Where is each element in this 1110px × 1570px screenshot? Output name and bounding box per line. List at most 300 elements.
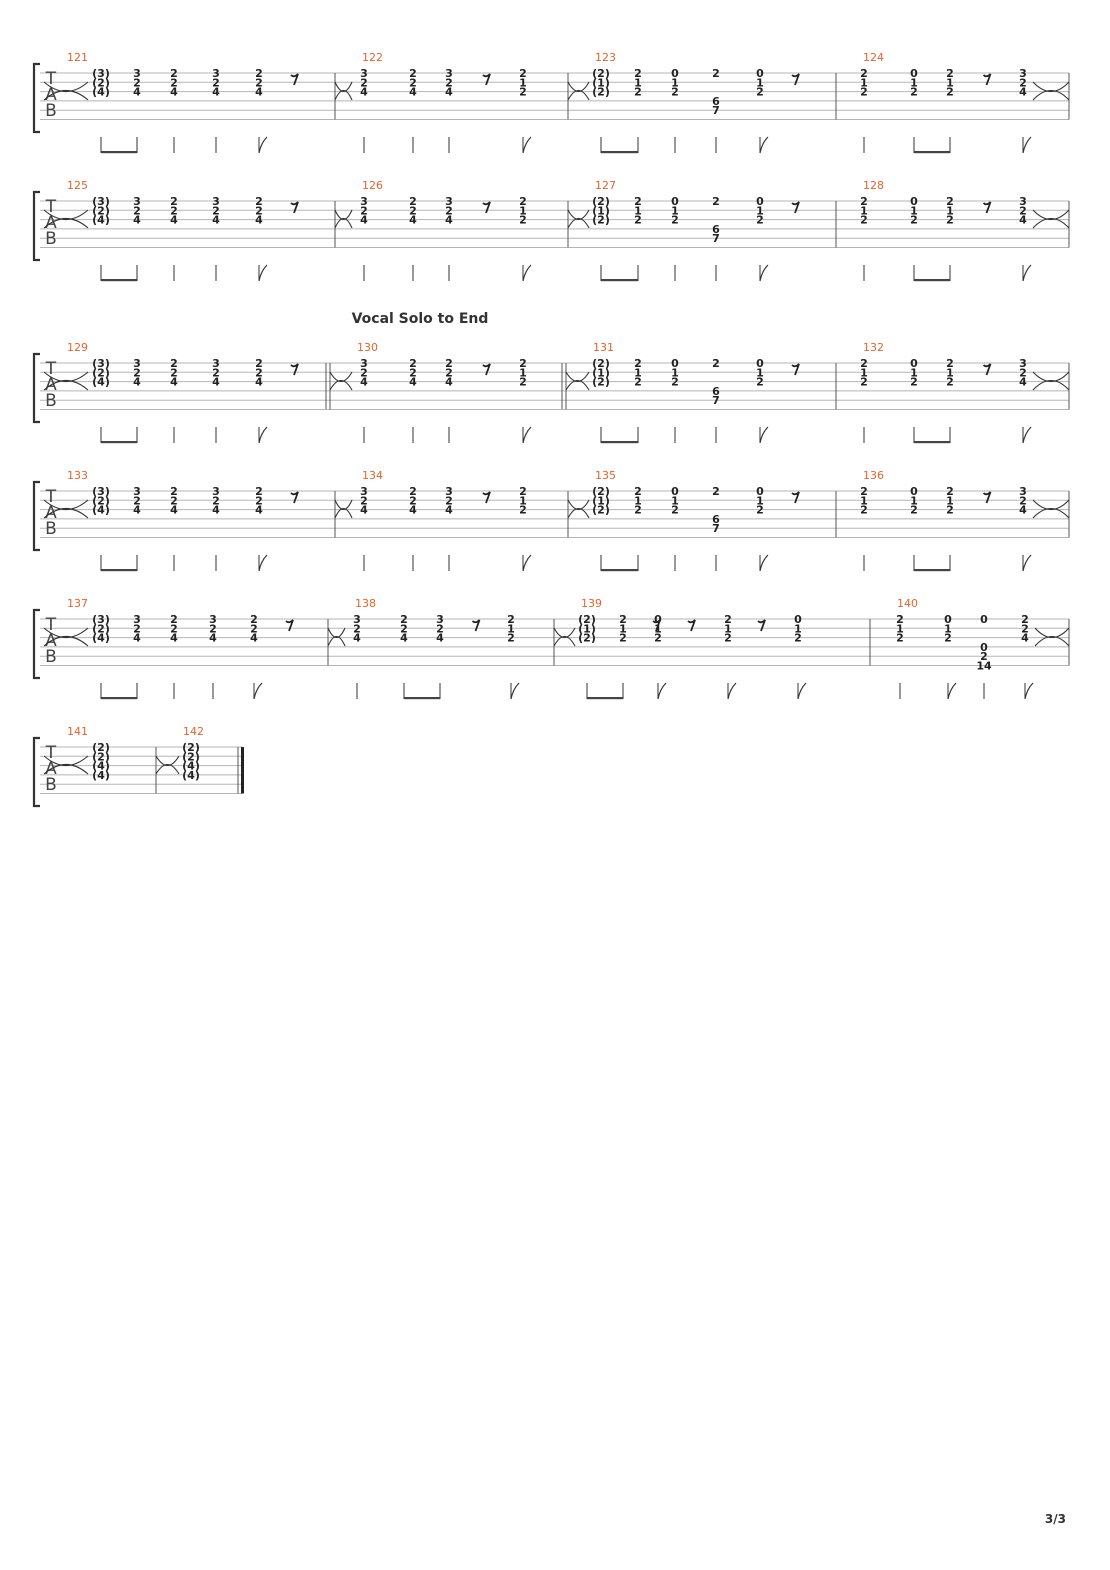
- measure-number: 123: [595, 51, 616, 64]
- fret-number: 1: [860, 366, 868, 380]
- measure-number: 142: [183, 725, 204, 738]
- fret-number: 2: [445, 494, 453, 508]
- fret-number: 4: [170, 503, 178, 517]
- tab-page: [34, 51, 1069, 1526]
- note-flag: [259, 555, 267, 571]
- measure: [566, 341, 799, 443]
- fret-number: 2: [250, 613, 258, 626]
- fret-number: 2: [133, 366, 141, 380]
- note-column: [182, 741, 200, 782]
- fret-number: 0: [756, 485, 764, 498]
- fret-number: 2: [671, 213, 679, 227]
- tab-clef-letter: T: [45, 197, 57, 217]
- measure: [330, 341, 531, 443]
- fret-number: 4: [255, 503, 263, 517]
- eighth-rest: [291, 202, 298, 213]
- tab-clef-letter: A: [45, 631, 57, 651]
- fret-number: 2: [1021, 613, 1029, 626]
- fret-number: 4: [212, 213, 220, 227]
- measure: [44, 179, 298, 281]
- fret-number: 2: [634, 85, 642, 99]
- tab-clef-letter: A: [45, 759, 57, 779]
- fret-number: 2: [860, 503, 868, 517]
- measure-number: 124: [863, 51, 884, 64]
- fret-number: 1: [519, 494, 527, 508]
- tab-clef-letter: B: [45, 519, 57, 539]
- fret-number: 4: [445, 213, 453, 227]
- fret-number: 0: [910, 357, 918, 370]
- beam: [601, 441, 638, 443]
- eighth-rest: [688, 620, 695, 631]
- fret-number: 2: [519, 503, 527, 517]
- fret-number: 2: [860, 67, 868, 80]
- fret-number: (3): [92, 67, 110, 80]
- measure-number: 122: [362, 51, 383, 64]
- fret-number: (2): [92, 741, 110, 754]
- tab-system: [34, 597, 1069, 699]
- fret-number: 4: [209, 631, 217, 645]
- fret-number: 2: [255, 357, 263, 370]
- fret-number: (2): [182, 750, 200, 764]
- fret-number: (1): [592, 76, 610, 90]
- fret-number: 2: [1021, 622, 1029, 636]
- beam: [914, 569, 950, 571]
- fret-number: 2: [436, 622, 444, 636]
- fret-number: 2: [353, 622, 361, 636]
- fret-number: 2: [756, 375, 764, 389]
- fret-number: 2: [946, 503, 954, 517]
- system-bracket: [34, 64, 40, 132]
- fret-number: (4): [92, 631, 110, 645]
- fret-number: 2: [671, 503, 679, 517]
- tab-clef-letter: T: [45, 487, 57, 507]
- fret-number: 0: [794, 613, 802, 626]
- eighth-rest: [483, 202, 490, 213]
- fret-number: 3: [133, 485, 141, 498]
- measure-number: 133: [67, 469, 88, 482]
- fret-number: 3: [445, 195, 453, 208]
- tab-clef-letter: B: [45, 101, 57, 121]
- measure: [44, 597, 293, 699]
- note-flag: [1023, 265, 1031, 281]
- measure-number: 137: [67, 597, 88, 610]
- fret-number: 3: [360, 67, 368, 80]
- fret-number: (2): [578, 631, 596, 645]
- eighth-rest: [291, 74, 298, 85]
- note-flag: [760, 427, 768, 443]
- measure-number: 128: [863, 179, 884, 192]
- fret-number: 2: [712, 67, 720, 80]
- beam: [914, 151, 950, 153]
- fret-number: 3: [1019, 195, 1027, 208]
- fret-number: 2: [409, 485, 417, 498]
- fret-number: 2: [860, 357, 868, 370]
- fret-number: 0: [980, 613, 988, 626]
- measure-number: 136: [863, 469, 884, 482]
- fret-number: 4: [170, 85, 178, 99]
- fret-number: 2: [212, 204, 220, 218]
- fret-number: 2: [712, 357, 720, 370]
- fret-number: 2: [255, 195, 263, 208]
- fret-number: 0: [654, 613, 662, 626]
- fret-number: 1: [634, 204, 642, 218]
- measure: [156, 725, 204, 782]
- fret-number: 4: [360, 503, 368, 517]
- tab-clef-letter: T: [45, 69, 57, 89]
- fret-number: 2: [756, 213, 764, 227]
- fret-number: (1): [578, 622, 596, 636]
- fret-number: 1: [756, 494, 764, 508]
- fret-number: 4: [409, 503, 417, 517]
- fret-number: (2): [592, 375, 610, 389]
- fret-number: 2: [671, 85, 679, 99]
- fret-number: (4): [92, 213, 110, 227]
- measure-number: 131: [593, 341, 614, 354]
- fret-number: 2: [409, 366, 417, 380]
- note-column: [712, 67, 720, 153]
- fret-number: (2): [592, 67, 610, 80]
- measure: [568, 51, 799, 153]
- eighth-rest: [984, 74, 991, 85]
- eighth-rest: [792, 364, 799, 375]
- beam: [601, 279, 638, 281]
- fret-number: 4: [133, 85, 141, 99]
- fret-number: 6: [712, 384, 720, 398]
- fret-number: 2: [519, 195, 527, 208]
- measure: [328, 597, 519, 699]
- measure: [335, 469, 531, 571]
- fret-number: 7: [712, 232, 720, 246]
- fret-number: 2: [946, 67, 954, 80]
- fret-number: 6: [712, 222, 720, 236]
- measure-number: 141: [67, 725, 88, 738]
- fret-number: 2: [170, 613, 178, 626]
- fret-number: 2: [170, 357, 178, 370]
- fret-number: 2: [255, 485, 263, 498]
- fret-number: 2: [170, 622, 178, 636]
- fret-number: 6: [712, 512, 720, 526]
- fret-number: (4): [92, 375, 110, 389]
- fret-number: 1: [860, 494, 868, 508]
- tab-clef-letter: A: [45, 503, 57, 523]
- fret-number: 2: [946, 213, 954, 227]
- fret-number: 2: [634, 503, 642, 517]
- fret-number: 2: [519, 357, 527, 370]
- fret-number: (2): [92, 366, 110, 380]
- fret-number: 4: [1021, 631, 1029, 645]
- fret-number: (2): [92, 750, 110, 764]
- fret-number: 3: [445, 67, 453, 80]
- fret-number: (2): [92, 622, 110, 636]
- fret-number: 2: [1019, 76, 1027, 90]
- fret-number: 2: [170, 76, 178, 90]
- fret-number: 2: [519, 67, 527, 80]
- fret-number: 0: [671, 357, 679, 370]
- fret-number: (2): [592, 357, 610, 370]
- fret-number: 2: [1019, 204, 1027, 218]
- fret-number: 2: [860, 213, 868, 227]
- final-barline-thick: [241, 747, 244, 794]
- fret-number: 3: [133, 195, 141, 208]
- fret-number: 2: [860, 195, 868, 208]
- fret-number: 2: [712, 195, 720, 208]
- measure: [335, 179, 531, 281]
- fret-number: 2: [409, 357, 417, 370]
- fret-number: 1: [519, 76, 527, 90]
- fret-number: 2: [170, 67, 178, 80]
- fret-number: 3: [212, 485, 220, 498]
- tab-clef-letter: A: [45, 213, 57, 233]
- note-column: [712, 195, 720, 281]
- system-bracket: [34, 192, 40, 260]
- fret-number: 0: [910, 485, 918, 498]
- fret-number: 2: [860, 485, 868, 498]
- fret-number: 2: [910, 85, 918, 99]
- fret-number: 1: [634, 76, 642, 90]
- fret-number: 2: [1019, 494, 1027, 508]
- tab-system: [34, 469, 1069, 571]
- measure: [860, 179, 1069, 281]
- fret-number: 1: [671, 366, 679, 380]
- tab-system: [34, 725, 244, 806]
- fret-number: 2: [250, 622, 258, 636]
- beam: [101, 441, 137, 443]
- fret-number: 0: [944, 613, 952, 626]
- fret-number: 7: [712, 522, 720, 536]
- fret-number: 0: [756, 195, 764, 208]
- fret-number: 2: [944, 631, 952, 645]
- fret-number: 3: [209, 613, 217, 626]
- eighth-rest: [483, 364, 490, 375]
- fret-number: 0: [910, 195, 918, 208]
- tab-clef-letter: B: [45, 391, 57, 411]
- fret-number: 4: [212, 85, 220, 99]
- fret-number: 4: [255, 85, 263, 99]
- eighth-rest: [792, 74, 799, 85]
- fret-number: (2): [592, 503, 610, 517]
- eighth-rest: [984, 202, 991, 213]
- fret-number: 2: [946, 485, 954, 498]
- fret-number: 4: [133, 213, 141, 227]
- fret-number: 4: [445, 375, 453, 389]
- beam: [587, 697, 623, 699]
- note-flag: [1025, 683, 1033, 699]
- fret-number: (3): [92, 195, 110, 208]
- fret-number: 2: [980, 650, 988, 664]
- measure: [860, 51, 1069, 153]
- note-flag: [760, 555, 768, 571]
- fret-number: 2: [255, 67, 263, 80]
- fret-number: 6: [712, 94, 720, 108]
- fret-number: (2): [592, 485, 610, 498]
- note-flag: [259, 137, 267, 153]
- fret-number: 2: [212, 76, 220, 90]
- note-column: [712, 485, 720, 571]
- measure-number: 139: [581, 597, 602, 610]
- fret-number: 2: [519, 485, 527, 498]
- note-flag: [523, 265, 531, 281]
- fret-number: 4: [409, 375, 417, 389]
- fret-number: (2): [92, 494, 110, 508]
- fret-number: 1: [519, 366, 527, 380]
- eighth-rest: [291, 364, 298, 375]
- fret-number: 2: [1019, 366, 1027, 380]
- note-flag: [254, 683, 262, 699]
- fret-number: 2: [724, 613, 732, 626]
- fret-number: 4: [1019, 375, 1027, 389]
- fret-number: 2: [255, 494, 263, 508]
- fret-number: 4: [255, 213, 263, 227]
- fret-number: 1: [896, 622, 904, 636]
- fret-number: 2: [634, 375, 642, 389]
- tab-clef-letter: A: [45, 375, 57, 395]
- fret-number: 1: [671, 204, 679, 218]
- fret-number: 2: [794, 631, 802, 645]
- fret-number: 2: [409, 76, 417, 90]
- fret-number: 1: [860, 204, 868, 218]
- fret-number: 4: [170, 631, 178, 645]
- fret-number: 2: [170, 366, 178, 380]
- page-number: 3/3: [1044, 1512, 1066, 1526]
- fret-number: 4: [445, 503, 453, 517]
- fret-number: 2: [133, 494, 141, 508]
- fret-number: 4: [170, 213, 178, 227]
- system-bracket: [34, 738, 40, 806]
- note-flag: [948, 683, 956, 699]
- fret-number: 2: [409, 204, 417, 218]
- fret-number: 2: [209, 622, 217, 636]
- fret-number: 2: [170, 195, 178, 208]
- measure-number: 135: [595, 469, 616, 482]
- fret-number: (4): [92, 503, 110, 517]
- tab-clef-letter: B: [45, 229, 57, 249]
- fret-number: 2: [712, 485, 720, 498]
- fret-number: 1: [946, 494, 954, 508]
- fret-number: 1: [654, 622, 662, 636]
- note-flag: [1023, 555, 1031, 571]
- fret-number: 1: [756, 366, 764, 380]
- fret-number: 2: [409, 67, 417, 80]
- fret-number: 2: [360, 366, 368, 380]
- fret-number: 3: [1019, 485, 1027, 498]
- measure: [44, 51, 298, 153]
- fret-number: (2): [92, 204, 110, 218]
- measure: [860, 469, 1069, 571]
- fret-number: 1: [910, 76, 918, 90]
- note-flag: [1023, 427, 1031, 443]
- fret-number: 3: [353, 613, 361, 626]
- fret-number: 4: [360, 213, 368, 227]
- fret-number: 4: [255, 375, 263, 389]
- fret-number: 2: [896, 631, 904, 645]
- fret-number: 4: [133, 375, 141, 389]
- measure-number: 125: [67, 179, 88, 192]
- fret-number: 1: [756, 76, 764, 90]
- fret-number: 1: [671, 76, 679, 90]
- fret-number: 3: [133, 613, 141, 626]
- fret-number: 2: [724, 631, 732, 645]
- fret-number: 2: [519, 85, 527, 99]
- eighth-rest: [286, 620, 293, 631]
- eighth-rest: [984, 492, 991, 503]
- fret-number: 2: [400, 622, 408, 636]
- fret-number: 3: [360, 195, 368, 208]
- fret-number: 2: [255, 366, 263, 380]
- fret-number: 2: [910, 375, 918, 389]
- eighth-rest: [483, 492, 490, 503]
- fret-number: (2): [578, 613, 596, 626]
- section-marker-label: Vocal Solo to End: [351, 311, 489, 327]
- fret-number: 7: [712, 104, 720, 118]
- note-column: [712, 357, 720, 443]
- fret-number: (4): [92, 85, 110, 99]
- beam: [101, 697, 137, 699]
- fret-number: 2: [360, 494, 368, 508]
- fret-number: 2: [400, 613, 408, 626]
- note-flag: [658, 683, 666, 699]
- fret-number: 4: [360, 375, 368, 389]
- fret-number: 4: [409, 213, 417, 227]
- fret-number: 2: [860, 85, 868, 99]
- measure-number: 130: [357, 341, 378, 354]
- beam: [914, 441, 950, 443]
- tab-clef-letter: B: [45, 775, 57, 795]
- fret-number: 4: [1019, 85, 1027, 99]
- fret-number: 0: [671, 67, 679, 80]
- fret-number: (2): [592, 195, 610, 208]
- fret-number: 1: [519, 204, 527, 218]
- measure-number: 132: [863, 341, 884, 354]
- measure: [554, 597, 806, 699]
- fret-number: 2: [445, 76, 453, 90]
- system-bracket: [34, 482, 40, 550]
- measure: [44, 341, 298, 443]
- fret-number: 4: [133, 631, 141, 645]
- eighth-rest: [758, 620, 765, 631]
- fret-number: 2: [910, 503, 918, 517]
- fret-number: 1: [910, 366, 918, 380]
- fret-number: 2: [255, 76, 263, 90]
- tab-system: [34, 179, 1069, 281]
- fret-number: 0: [671, 195, 679, 208]
- note-flag: [511, 683, 519, 699]
- note-flag: [523, 427, 531, 443]
- fret-number: 1: [619, 622, 627, 636]
- tab-system: [34, 341, 1069, 443]
- fret-number: 7: [712, 394, 720, 408]
- fret-number: 2: [756, 503, 764, 517]
- fret-number: 2: [360, 76, 368, 90]
- system-bracket: [34, 610, 40, 678]
- measure-number: 138: [355, 597, 376, 610]
- fret-number: 2: [170, 494, 178, 508]
- fret-number: 4: [250, 631, 258, 645]
- measure-number: 126: [362, 179, 383, 192]
- measure: [860, 341, 1069, 443]
- fret-number: 2: [946, 85, 954, 99]
- beam: [601, 151, 638, 153]
- fret-number: (1): [592, 204, 610, 218]
- fret-number: 2: [212, 494, 220, 508]
- fret-number: 2: [896, 613, 904, 626]
- fret-number: 2: [671, 375, 679, 389]
- fret-number: 2: [946, 357, 954, 370]
- beam: [601, 569, 638, 571]
- fret-number: 2: [212, 366, 220, 380]
- note-flag: [760, 137, 768, 153]
- fret-number: 0: [671, 485, 679, 498]
- fret-number: 4: [1019, 503, 1027, 517]
